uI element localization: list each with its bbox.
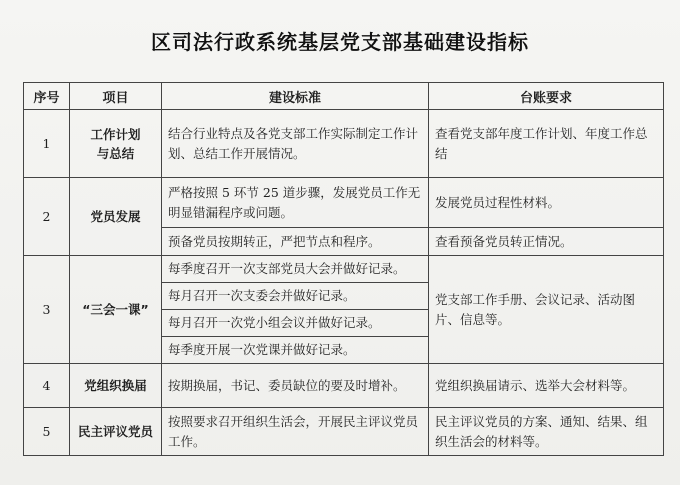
table-row: [24, 408, 664, 456]
table-header-row: [24, 83, 664, 110]
row-standard: 每月召开一次支委会并做好记录。: [162, 283, 429, 310]
row-standard: 每月召开一次党小组会议并做好记录。: [162, 310, 429, 337]
row-standard: 每季度召开一次支部党员大会并做好记录。: [162, 256, 429, 283]
row-requirement: 查看党支部年度工作计划、年度工作总结: [429, 110, 664, 178]
table-row: [24, 256, 664, 283]
row-item: 工作计划 与总结: [70, 110, 162, 178]
row-number: 4: [24, 364, 70, 408]
row-standard: 按期换届，书记、委员缺位的要及时增补。: [162, 364, 429, 408]
row-standard: 每季度开展一次党课并做好记录。: [162, 337, 429, 364]
table-row: [24, 178, 664, 228]
row-number: 1: [24, 110, 70, 178]
header-standard: 建设标准: [162, 83, 429, 110]
row-standard: 严格按照 5 环节 25 道步骤，发展党员工作无明显错漏程序或问题。: [162, 178, 429, 228]
row-item: 党组织换届: [70, 364, 162, 408]
row-standard: 结合行业特点及各党支部工作实际制定工作计划、总结工作开展情况。: [162, 110, 429, 178]
header-item: 项目: [70, 83, 162, 110]
row-item: 党员发展: [70, 178, 162, 256]
table-row: [24, 110, 664, 178]
indicator-table: [23, 82, 664, 456]
row-standard: 按照要求召开组织生活会，开展民主评议党员工作。: [162, 408, 429, 456]
table-row: [24, 364, 664, 408]
row-item: “三会一课”: [70, 256, 162, 364]
header-requirement: 台账要求: [429, 83, 664, 110]
row-number: 2: [24, 178, 70, 256]
row-requirement: 发展党员过程性材料。: [429, 178, 664, 228]
row-standard: 预备党员按期转正，严把节点和程序。: [162, 228, 429, 256]
row-requirement: 党支部工作手册、会议记录、活动图片、信息等。: [429, 256, 664, 364]
row-item: 民主评议党员: [70, 408, 162, 456]
row-requirement: 查看预备党员转正情况。: [429, 228, 664, 256]
row-requirement: 党组织换届请示、选举大会材料等。: [429, 364, 664, 408]
header-no: 序号: [24, 83, 70, 110]
row-requirement: 民主评议党员的方案、通知、结果、组织生活会的材料等。: [429, 408, 664, 456]
document-title: 区司法行政系统基层党支部基础建设指标: [151, 30, 529, 54]
row-number: 5: [24, 408, 70, 456]
row-number: 3: [24, 256, 70, 364]
